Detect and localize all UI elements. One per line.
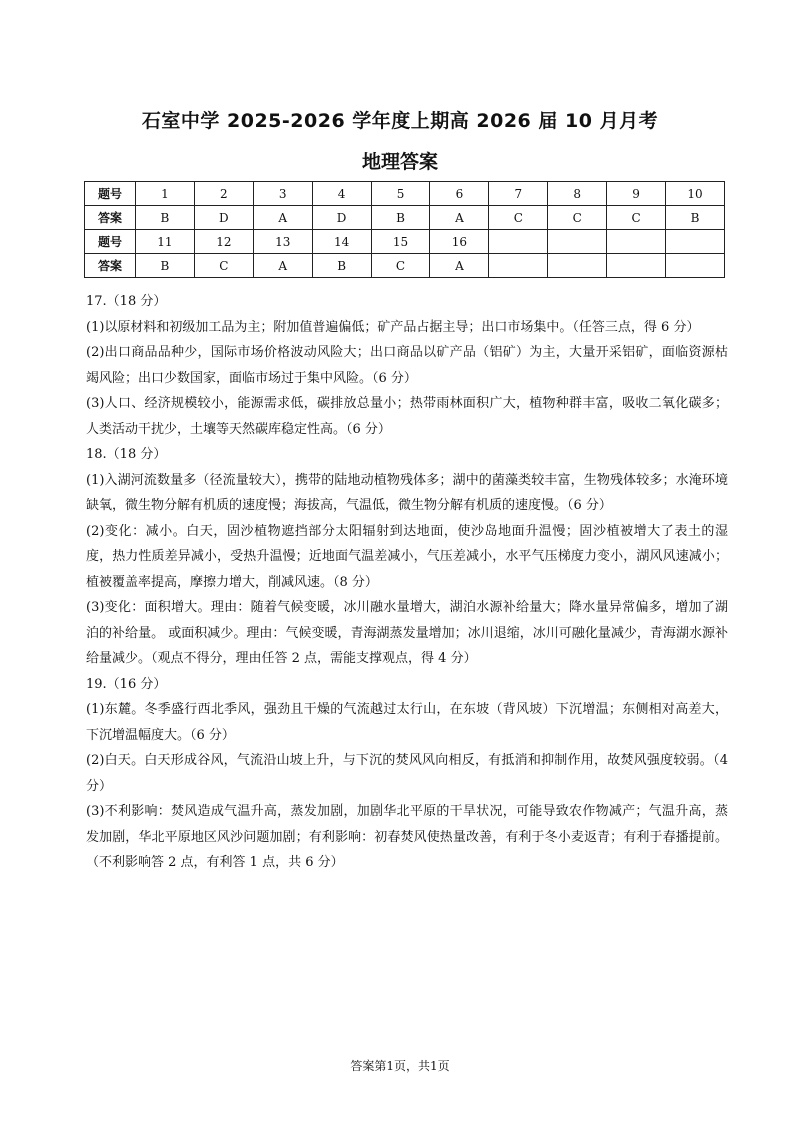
table-cell: 14 — [312, 230, 371, 254]
table-cell: C — [194, 254, 253, 278]
table-cell — [548, 230, 607, 254]
question-17-heading: 17.（18 分） — [86, 294, 167, 309]
table-cell: 15 — [371, 230, 430, 254]
table-cell: 6 — [430, 182, 489, 206]
table-cell: C — [371, 254, 430, 278]
answer-table-row — [85, 182, 725, 206]
table-cell: A — [253, 206, 312, 230]
table-cell: A — [430, 206, 489, 230]
exam-title: 石室中学 2025-2026 学年度上期高 2026 届 10 月月考 — [141, 110, 659, 132]
table-cell: B — [136, 254, 195, 278]
question-17-part-1: (1)以原材料和初级加工品为主；附加值普遍偏低；矿产品占据主导；出口市场集中。（任答三点，得 6 分） — [86, 319, 700, 335]
table-cell: 16 — [430, 230, 489, 254]
table-cell: A — [253, 254, 312, 278]
answer-table — [84, 181, 725, 278]
row-label: 答案 — [85, 206, 136, 230]
table-cell: 3 — [253, 182, 312, 206]
question-17-part-2: (2)出口商品品种少，国际市场价格波动风险大；出口商品以矿产品（铝矿）为主，大量开采铝矿，面临资源枯竭风险；出口少数国家，面临市场过于集中风险。（6 分） — [86, 345, 728, 386]
table-cell: 2 — [194, 182, 253, 206]
table-cell — [489, 230, 548, 254]
answer-table-row — [85, 206, 725, 230]
table-cell — [666, 254, 725, 278]
question-17-part-3: (3)人口、经济规模较小，能源需求低，碳排放总量小；热带雨林面积广大，植物种群丰富，吸收二氧化碳多；人类活动干扰少，土壤等天然碳库稳定性高。（6 分） — [86, 396, 728, 437]
table-cell: 8 — [548, 182, 607, 206]
question-19-part-1: (1)东麓。冬季盛行西北季风，强劲且干燥的气流越过太行山，在东坡（背风坡）下沉增温；东侧相对高差大，下沉增温幅度大。（6 分） — [86, 702, 728, 743]
table-cell: 1 — [136, 182, 195, 206]
question-18-part-2: (2)变化：减小。白天，固沙植物遮挡部分太阳辐射到达地面，使沙岛地面升温慢；固沙植被增大了表土的湿度，热力性质差异减小，受热升温慢；近地面气温差减小，气压差减小，水平气压梯度力变小，湖风风速减小；植被覆盖率提高，摩擦力增大，削减风速。（8 分） — [86, 523, 728, 590]
table-cell: 7 — [489, 182, 548, 206]
table-cell: 4 — [312, 182, 371, 206]
page-footer: 答案第1页，共1页 — [350, 1059, 450, 1073]
answer-content — [86, 289, 728, 876]
row-label: 答案 — [85, 254, 136, 278]
table-cell: 13 — [253, 230, 312, 254]
table-cell: 11 — [136, 230, 195, 254]
table-cell: 10 — [666, 182, 725, 206]
question-18-part-1: (1)入湖河流数量多（径流量较大），携带的陆地动植物残体多；湖中的菌藻类较丰富，生物残体较多；水淹环境缺氧，微生物分解有机质的速度慢；海拔高，气温低，微生物分解有机质的速度慢。（6 分） — [86, 472, 728, 513]
question-19-heading: 19.（16 分） — [86, 676, 167, 692]
table-cell: A — [430, 254, 489, 278]
table-cell — [607, 254, 666, 278]
answer-table-row — [85, 230, 725, 254]
table-cell: 5 — [371, 182, 430, 206]
table-cell — [607, 230, 666, 254]
question-18-part-3: (3)变化：面积增大。理由：随着气候变暖，冰川融水量增大，湖泊水源补给量大；降水量异常偏多，增加了湖泊的补给量。 或面积减少。理由：气候变暖，青海湖蒸发量增加；冰川退缩，冰川可融化量减少，青海湖水源补给量减少。（观点不得分，理由任答 2 点，需能支撑观点，得 4 分） — [86, 600, 728, 666]
answer-table-row — [85, 254, 725, 278]
table-cell: B — [666, 206, 725, 230]
table-cell: B — [312, 254, 371, 278]
table-cell: C — [548, 206, 607, 230]
question-19-part-3: (3)不利影响：焚风造成气温升高，蒸发加剧，加剧华北平原的干旱状况，可能导致农作物减产；气温升高，蒸发加剧，华北平原地区风沙问题加剧；有利影响：初春焚风使热量改善，有利于冬小麦返青；有利于春播提前。（不利影响答 2 点，有利答 1 点，共 6 分） — [86, 804, 728, 870]
table-cell: B — [136, 206, 195, 230]
answer-subtitle: 地理答案 — [361, 151, 438, 173]
row-label: 题号 — [85, 182, 136, 206]
table-cell — [489, 254, 548, 278]
table-cell: 12 — [194, 230, 253, 254]
table-cell: C — [489, 206, 548, 230]
table-cell — [548, 254, 607, 278]
table-cell: B — [371, 206, 430, 230]
table-cell: D — [312, 206, 371, 230]
table-cell: D — [194, 206, 253, 230]
row-label: 题号 — [85, 230, 136, 254]
question-19-part-2: (2)白天。白天形成谷风，气流沿山坡上升，与下沉的焚风风向相反，有抵消和抑制作用，故焚风强度较弱。（4 分） — [86, 753, 728, 794]
table-cell — [666, 230, 725, 254]
table-cell: 9 — [607, 182, 666, 206]
question-18-heading: 18.（18 分） — [86, 447, 167, 462]
table-cell: C — [607, 206, 666, 230]
